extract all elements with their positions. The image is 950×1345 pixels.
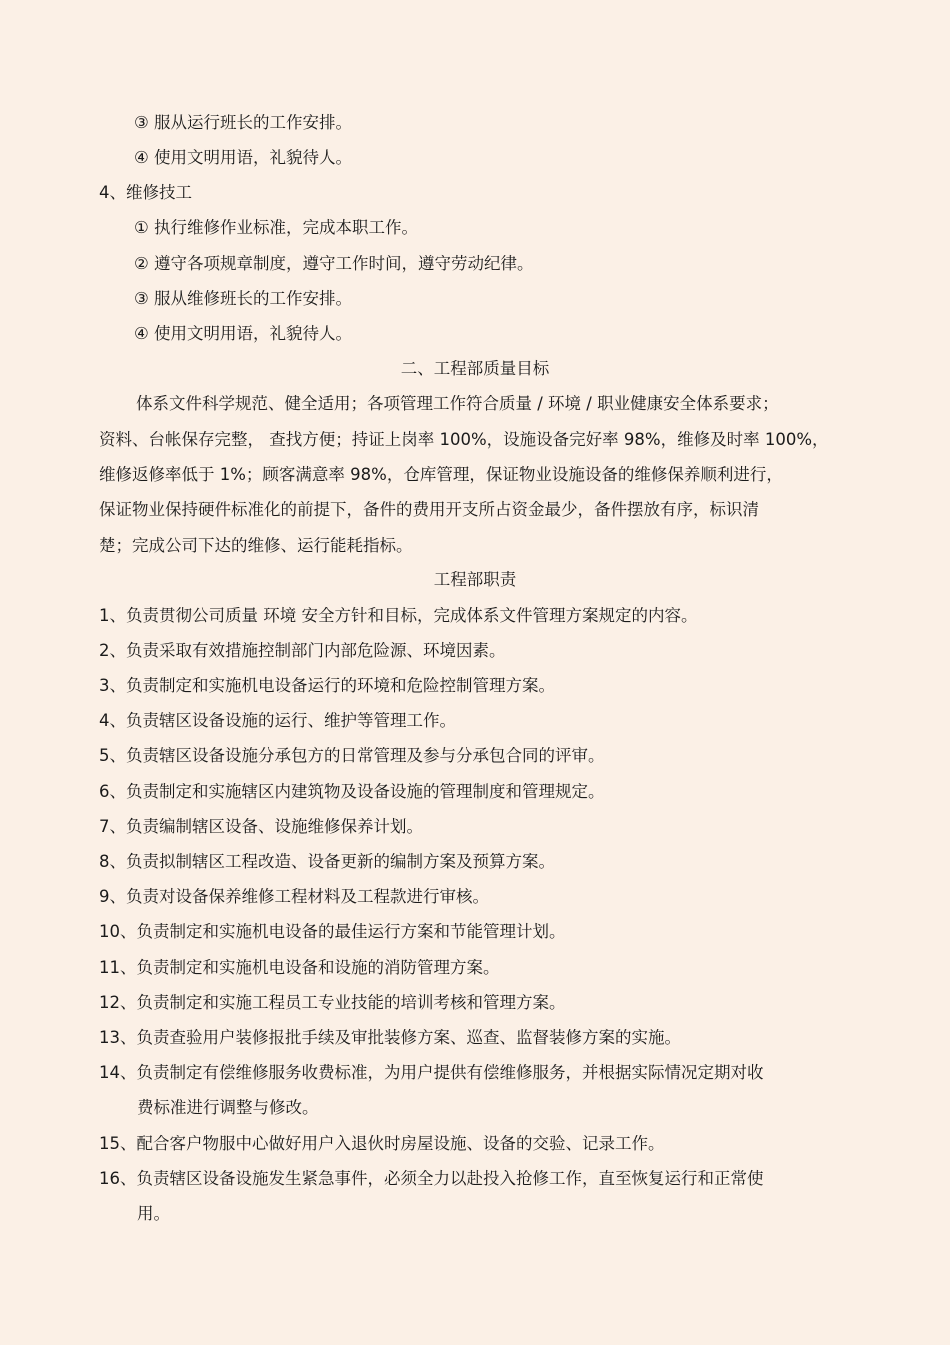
duties-heading: 工程部职责 bbox=[433, 570, 517, 589]
duty-item-continued: 费标准进行调整与修改。 bbox=[137, 1098, 319, 1117]
quality-goals-heading: 二、工程部质量目标 bbox=[400, 359, 550, 378]
quality-goals-line: 维修返修率低于 1%；顾客满意率 98%，仓库管理，保证物业设施设备的维修保养顺利进行， bbox=[99, 465, 783, 484]
duty-item: 4、负责辖区设备设施的运行、维护等管理工作。 bbox=[99, 711, 456, 730]
duty-item: 11、负责制定和实施机电设备和设施的消防管理方案。 bbox=[99, 958, 500, 977]
quality-goals-line: 资料、台帐保存完整， 查找方便；持证上岗率 100%，设施设备完好率 98%，维修及时率 100%， bbox=[99, 430, 829, 449]
duty-item-continued: 用。 bbox=[137, 1204, 170, 1223]
maintenance-item-4: ④ 使用文明用语，礼貌待人。 bbox=[134, 324, 353, 343]
duty-item: 8、负责拟制辖区工程改造、设备更新的编制方案及预算方案。 bbox=[99, 852, 555, 871]
duty-item: 5、负责辖区设备设施分承包方的日常管理及参与分承包合同的评审。 bbox=[99, 746, 605, 765]
maintenance-item-3: ③ 服从维修班长的工作安排。 bbox=[134, 289, 353, 308]
maintenance-item-2: ② 遵守各项规章制度，遵守工作时间，遵守劳动纪律。 bbox=[134, 254, 534, 273]
duty-item: 16、负责辖区设备设施发生紧急事件，必须全力以赴投入抢修工作，直至恢复运行和正常使 bbox=[99, 1169, 764, 1188]
duty-item: 14、负责制定有偿维修服务收费标准，为用户提供有偿维修服务，并根据实际情况定期对收 bbox=[99, 1063, 764, 1082]
quality-goals-line: 楚；完成公司下达的维修、运行能耗指标。 bbox=[99, 536, 413, 555]
operator-item-4: ④ 使用文明用语，礼貌待人。 bbox=[134, 148, 353, 167]
duty-item: 1、负责贯彻公司质量 环境 安全方针和目标，完成体系文件管理方案规定的内容。 bbox=[99, 606, 698, 625]
duty-item: 7、负责编制辖区设备、设施维修保养计划。 bbox=[99, 817, 423, 836]
maintenance-item-1: ① 执行维修作业标准，完成本职工作。 bbox=[134, 218, 419, 237]
duty-item: 12、负责制定和实施工程员工专业技能的培训考核和管理方案。 bbox=[99, 993, 566, 1012]
maintenance-tech-heading: 4、维修技工 bbox=[99, 183, 192, 202]
operator-item-3: ③ 服从运行班长的工作安排。 bbox=[134, 113, 353, 132]
duty-item: 6、负责制定和实施辖区内建筑物及设备设施的管理制度和管理规定。 bbox=[99, 782, 605, 801]
duty-item: 9、负责对设备保养维修工程材料及工程款进行审核。 bbox=[99, 887, 489, 906]
duty-item: 13、负责查验用户装修报批手续及审批装修方案、巡查、监督装修方案的实施。 bbox=[99, 1028, 681, 1047]
duty-item: 15、配合客户物服中心做好用户入退伙时房屋设施、设备的交验、记录工作。 bbox=[99, 1134, 665, 1153]
duty-item: 3、负责制定和实施机电设备运行的环境和危险控制管理方案。 bbox=[99, 676, 555, 695]
duty-item: 2、负责采取有效措施控制部门内部危险源、环境因素。 bbox=[99, 641, 506, 660]
quality-goals-line: 体系文件科学规范、健全适用；各项管理工作符合质量 / 环境 / 职业健康安全体系要求； bbox=[136, 394, 779, 413]
quality-goals-line: 保证物业保持硬件标准化的前提下，备件的费用开支所占资金最少，备件摆放有序，标识清 bbox=[99, 500, 759, 519]
duty-item: 10、负责制定和实施机电设备的最佳运行方案和节能管理计划。 bbox=[99, 922, 566, 941]
